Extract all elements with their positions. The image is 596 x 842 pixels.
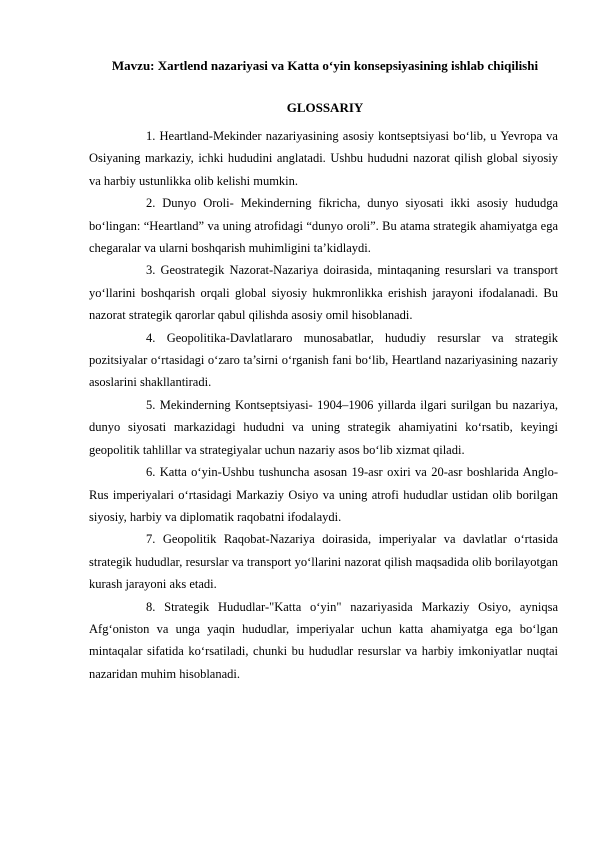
glossary-entry: 2. Dunyo Oroli- Mekinderning fikricha, dunyo siyosati ikki asosiy hududga bo‘lingan: “Heartland” va uning atrofidagi “dunyo oroli”. Bu atama strategik ahamiyatga ega chegaralar va ularni boshqarish muhimligini ta’kidlaydi. [89, 196, 558, 256]
glossary-entry: 7. Geopolitik Raqobat-Nazariya doirasida, imperiyalar va davlatlar o‘rtasida strategik hududlar, resurslar va transport yo‘llarini nazorat qilish maqsadida olib borilayotgan kurash jarayoni aks etadi. [89, 532, 558, 592]
glossary-entry: 6. Katta o‘yin-Ushbu tushuncha asosan 19-asr oxiri va 20-asr boshlarida Anglo-Rus imperiyalari o‘rtasidagi Markaziy Osiyo va uning atrofi hududlar ustidan olib borilgan siyosiy, harbiy va diplomatik raqobatni ifodalaydi. [89, 465, 558, 524]
glossary-entry: 8. Strategik Hududlar-"Katta o‘yin" nazariyasida Markaziy Osiyo, ayniqsa Afg‘oniston va unga yaqin hududlar, imperiyalar uchun katta ahamiyatga ega bo‘lgan mintaqalar sifatida ko‘rsatiladi, chunki bu hududlar resurslar va harbiy imkoniyatlar nuqtai nazaridan muhim hisoblanadi. [89, 599, 558, 681]
glossary-heading: GLOSSARIY [286, 100, 364, 115]
glossary-entry: 5. Mekinderning Kontseptsiyasi- 1904–1906 yillarda ilgari surilgan bu nazariya, dunyo siyosati markazidagi hududni va uning strategik ahamiyatini ko‘rsatib, keyingi geopolitik tahlillar va strategiyalar uchun nazariy asos bo‘lib xizmat qiladi. [89, 397, 558, 457]
glossary-entry: 1. Heartland-Mekinder nazariyasining asosiy kontseptsiyasi bo‘lib, u Yevropa va Osiyaning markaziy, ichki hududini anglatadi. Ushbu hududni nazorat qilish global siyosiy va harbiy ustunlikka olib kelishi mumkin. [89, 129, 558, 188]
glossary-entry: 4. Geopolitika-Davlatlararo munosabatlar, hududiy resurslar va strategik pozitsiyalar o‘rtasidagi o‘zaro ta’sirni o‘rganish fani bo‘lib, Heartland nazariyasining nazariy asoslarini shakllantiradi. [89, 330, 558, 390]
glossary-entry: 3. Geostrategik Nazorat-Nazariya doirasida, mintaqaning resurslari va transport yo‘llarini boshqarish orqali global siyosiy hukmronlikka erishish jarayoni ifodalanadi. Bu nazorat strategik qarorlar qabul qilishda asosiy omil hisoblanadi. [89, 263, 558, 323]
glossary-body [89, 125, 558, 685]
document-title: Mavzu: Xartlend nazariyasi va Katta o‘yin konsepsiyasining ishlab chiqilishi [111, 58, 539, 73]
